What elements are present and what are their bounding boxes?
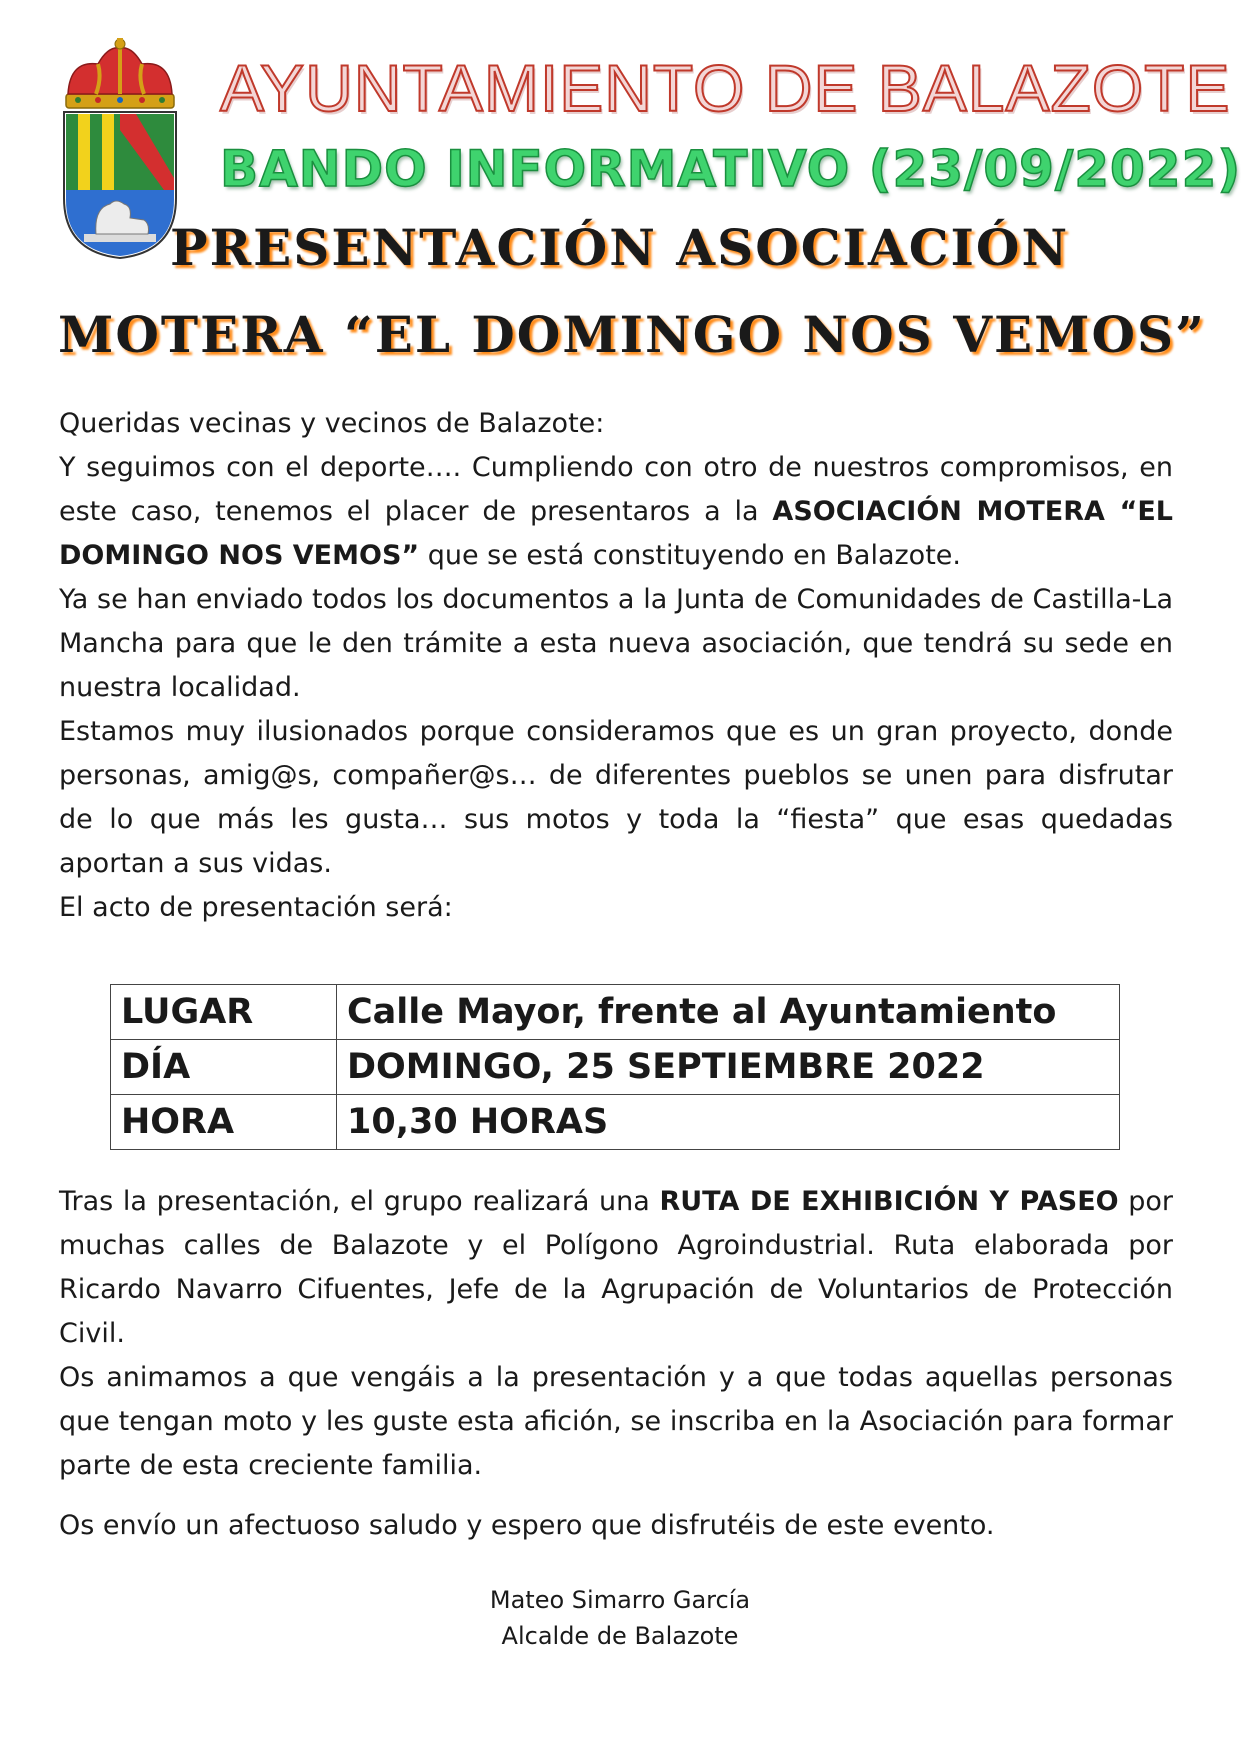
table-cell-label: DÍA [111,1040,337,1095]
paragraph-6: Os animamos a que vengáis a la presentación y a que todas aquellas personas que tengan moto y les guste esta afición, se inscriba en la Asociación para formar parte de esta creciente familia. [59,1362,1173,1481]
greeting: Queridas vecinas y vecinos de Balazote: [59,408,605,439]
signature-role: Alcalde de Balazote [501,1622,739,1650]
paragraph-4: El acto de presentación será: [59,892,453,923]
table-cell-value: DOMINGO, 25 SEPTIEMBRE 2022 [337,1040,1120,1095]
association-name: ASOCIACIÓN MOTERA “EL DOMINGO NOS VEMOS” [59,496,1173,571]
table-row [111,985,1120,1040]
table-cell-label: HORA [111,1095,337,1150]
paragraph-7: Os envío un afectuoso saludo y espero que disfrutéis de este evento. [59,1510,995,1541]
signature-block [420,1582,820,1654]
route-highlight: RUTA DE EXHIBICIÓN Y PASEO [659,1186,1119,1217]
page-title: AYUNTAMIENTO DE BALAZOTE [220,51,1231,125]
heading-line-2: MOTERA “EL DOMINGO NOS VEMOS” [58,305,1206,364]
crown-icon [66,38,174,108]
table-row [111,1040,1120,1095]
bando-subtitle: BANDO INFORMATIVO (23/09/2022) [220,140,1241,198]
table-row [111,1095,1120,1150]
paragraph-1: Y seguimos con el deporte…. Cumpliendo con otro de nuestros compromisos, en este caso, tenemos el placer de presentaros a la ASOCIACIÓN MOTERA “EL DOMINGO NOS VEMOS” que se está constituyendo en Balazote. [59,452,1173,571]
event-info-table [110,984,1120,1150]
table-cell-label: LUGAR [111,985,337,1040]
signature-name: Mateo Simarro García [489,1586,751,1614]
table-cell-value: Calle Mayor, frente al Ayuntamiento [337,985,1120,1040]
shield-icon [64,112,176,258]
paragraph-5: Tras la presentación, el grupo realizará una RUTA DE EXHIBICIÓN Y PASEO por muchas calles de Balazote y el Polígono Agroindustrial. Ruta elaborada por Ricardo Navarro Cifuentes, Jefe de la Agrupación de Voluntarios de Protección Civil. [59,1186,1173,1349]
table-cell-value: 10,30 HORAS [337,1095,1120,1150]
body-text [59,402,1173,930]
paragraph-2: Ya se han enviado todos los documentos a la Junta de Comunidades de Castilla-La Mancha para que le den trámite a esta nueva asociación, que tendrá su sede en nuestra localidad. [59,584,1173,703]
paragraph-3: Estamos muy ilusionados porque consideramos que es un gran proyecto, donde personas, amig@s, compañer@s… de diferentes pueblos se unen para disfrutar de lo que más les gusta… sus motos y toda la “fiesta” que esas quedadas aportan a sus vidas. [59,716,1173,879]
coat-of-arms-icon [58,38,182,260]
body-text-2 [59,1180,1173,1548]
heading-line-1: PRESENTACIÓN ASOCIACIÓN [170,218,1070,277]
